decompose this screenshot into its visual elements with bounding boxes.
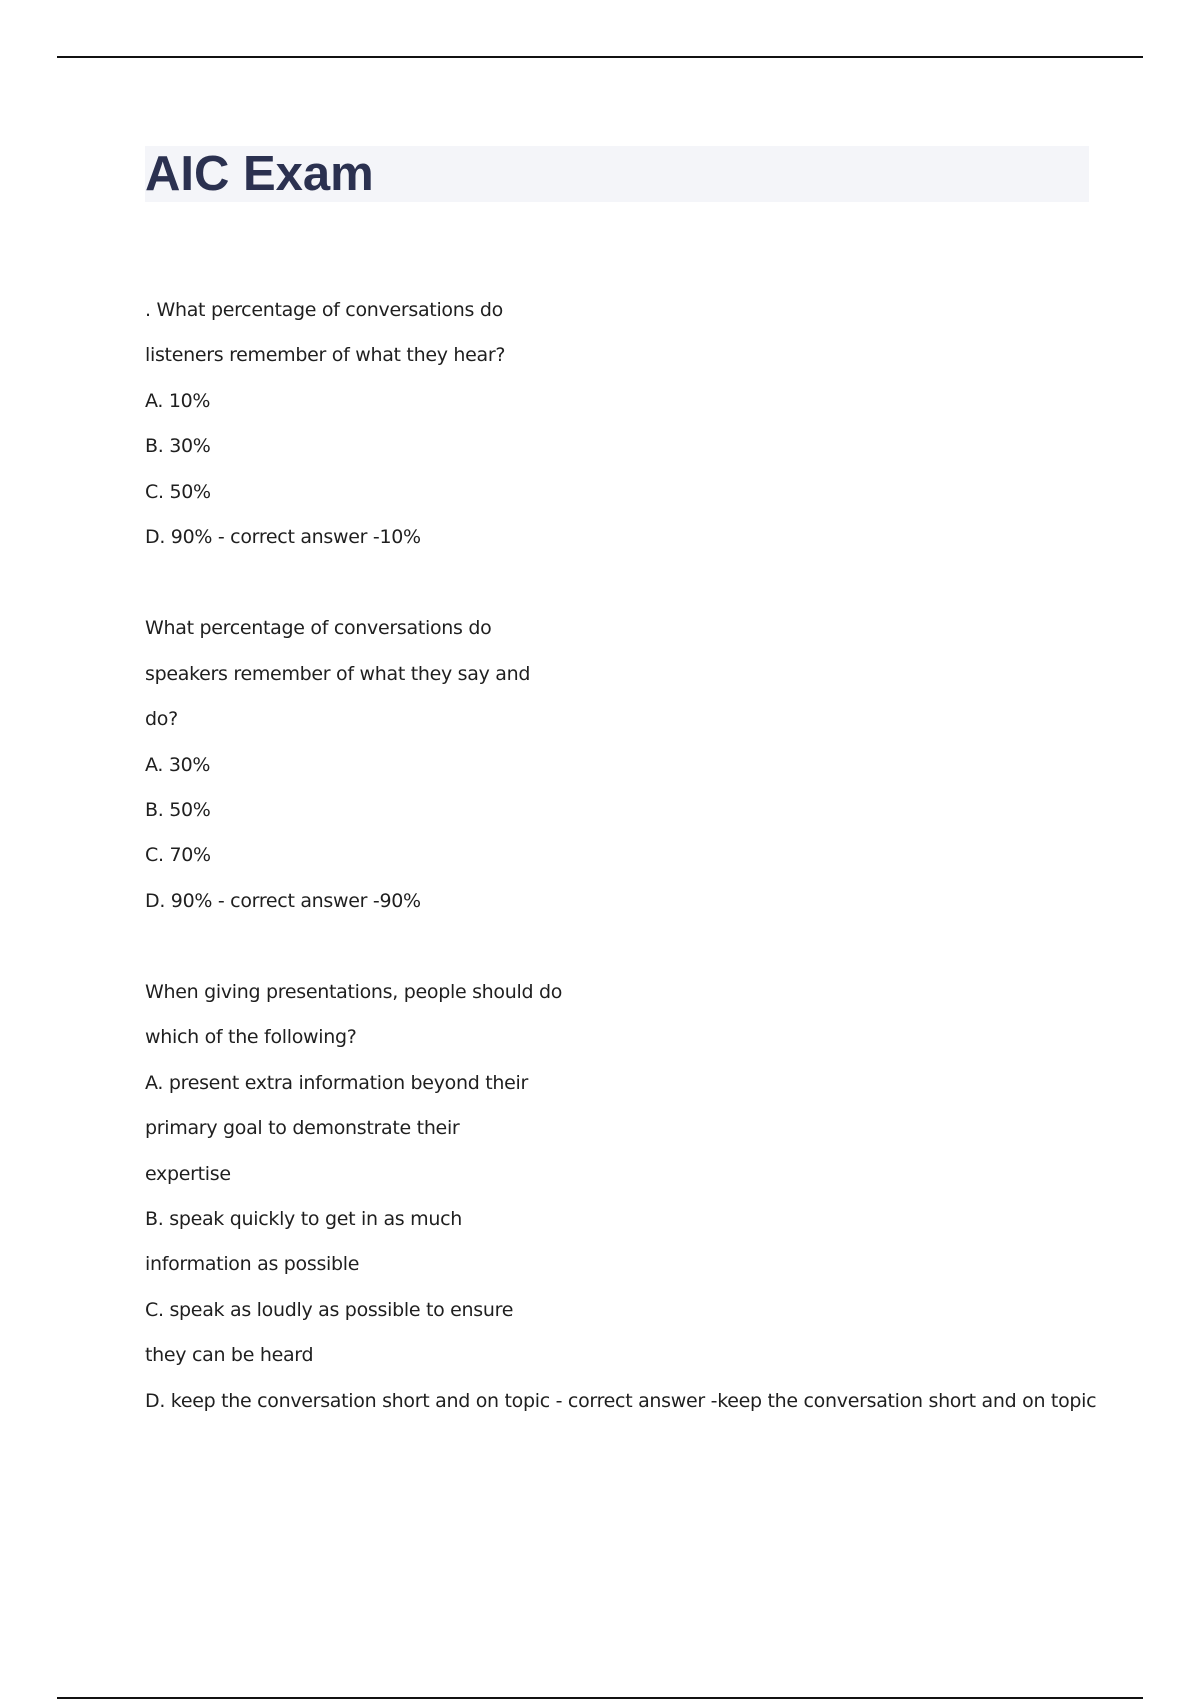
question-2 — [145, 606, 1105, 924]
question-3-option-d-answer: D. keep the conversation short and on topic - correct answer -keep the conversation short and on topic — [145, 1389, 1097, 1412]
question-2-option-a: A. 30% — [145, 753, 211, 776]
question-3-option-c-cont: they can be heard — [145, 1344, 314, 1367]
question-2-option-b: B. 50% — [145, 798, 211, 821]
question-3-line: which of the following? — [145, 1026, 357, 1049]
question-1-option-c: C. 50% — [145, 480, 211, 503]
question-1-option-b: B. 30% — [145, 435, 211, 458]
question-2-line: What percentage of conversations do — [145, 617, 492, 640]
question-3 — [145, 970, 1105, 1424]
question-2-line: do? — [145, 708, 178, 731]
question-2-option-c: C. 70% — [145, 844, 211, 867]
question-2-option-d-answer: D. 90% - correct answer -90% — [145, 889, 421, 912]
question-3-option-a: A. present extra information beyond their — [145, 1071, 528, 1094]
question-1-line: listeners remember of what they hear? — [145, 344, 506, 367]
question-3-option-a-cont: primary goal to demonstrate their — [145, 1117, 460, 1140]
question-2-line: speakers remember of what they say and — [145, 662, 531, 685]
question-3-line: When giving presentations, people should do — [145, 981, 563, 1004]
question-list — [145, 288, 1105, 1470]
question-1-option-d-answer: D. 90% - correct answer -10% — [145, 525, 421, 548]
question-1-line: . What percentage of conversations do — [145, 299, 503, 321]
question-3-option-a-cont: expertise — [145, 1162, 231, 1185]
document-title: AIC Exam — [145, 147, 374, 201]
question-3-option-b-cont: information as possible — [145, 1253, 360, 1276]
question-3-option-c: C. speak as loudly as possible to ensure — [145, 1298, 514, 1321]
footer-rule — [57, 1697, 1143, 1699]
question-3-option-b: B. speak quickly to get in as much — [145, 1208, 462, 1231]
question-1 — [145, 288, 1105, 560]
question-1-option-a: A. 10% — [145, 389, 211, 412]
header-rule — [57, 56, 1143, 58]
